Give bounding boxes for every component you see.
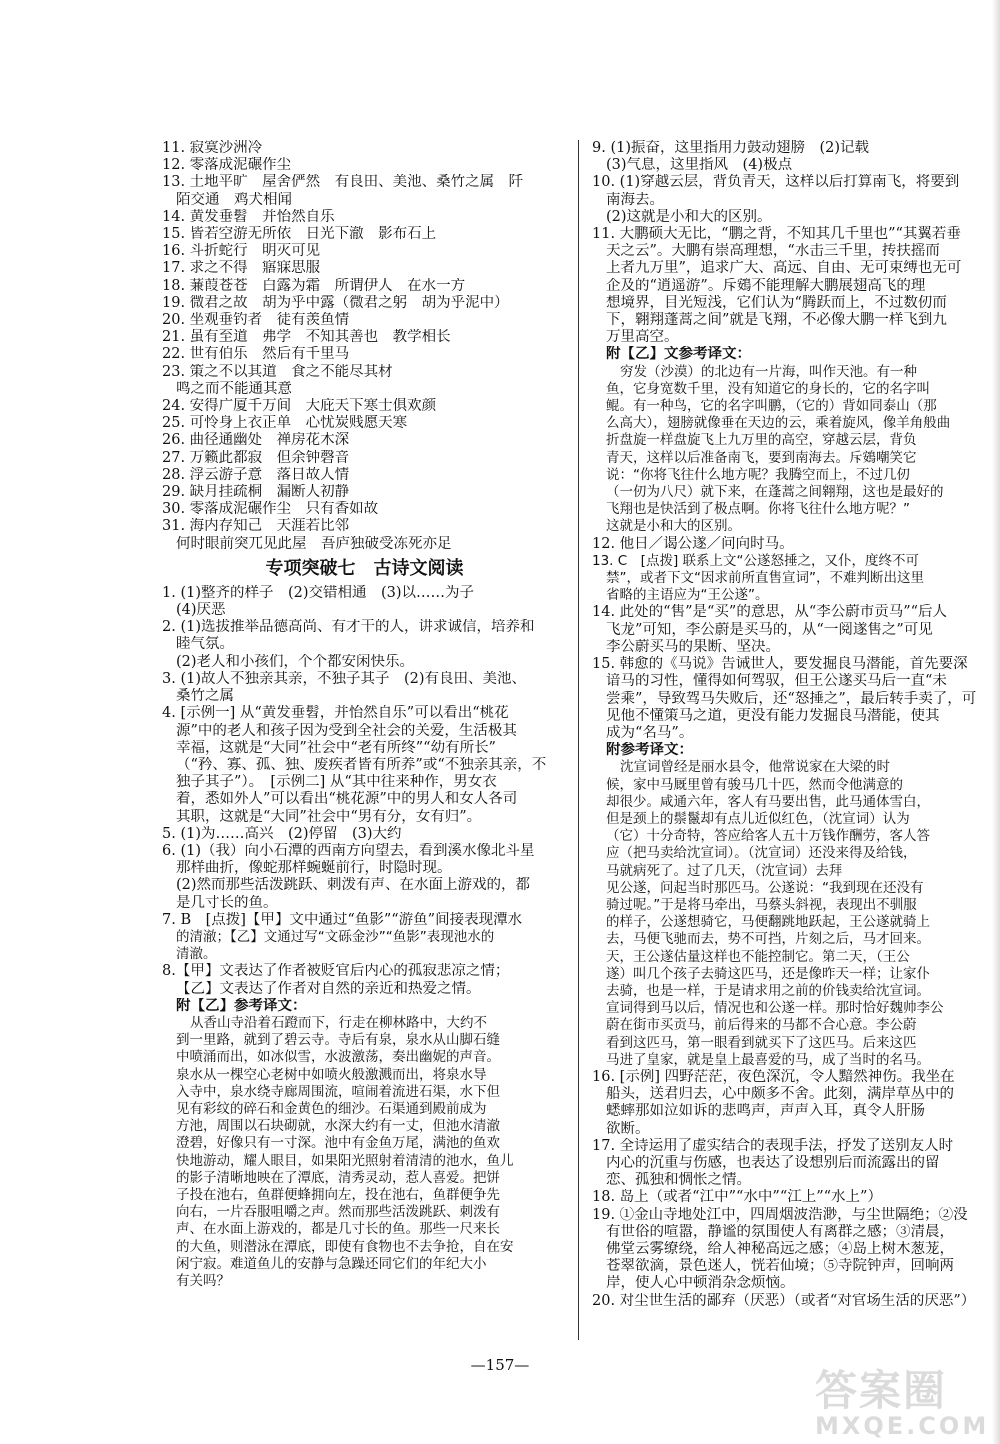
text-line: 飞翔也是快活到了极点啊。你将飞往什么地方呢？” [606, 501, 910, 518]
text-line: 天，王公遂估量这样也不能控制它。第二天，（王公 [606, 948, 910, 965]
left-answers-top [162, 140, 567, 553]
text-line: 马进了皇家，就是皇上最喜爱的马，成了当时的名马。 [606, 1051, 930, 1068]
text-line: 穷发（沙漠）的北边有一片海，叫作天池。有一种 [620, 363, 917, 380]
watermark-logo [815, 1358, 993, 1440]
text-line: 4. [示例一] 从“黄发垂髫，并怡然自乐”可以看出“桃花 [162, 705, 509, 722]
text-line: 23. 策之不以其道 食之不能尽其材 [162, 363, 393, 380]
text-line: 19. ①金山寺地处江中，四周烟波浩渺，与尘世隔绝；②没 [592, 1206, 968, 1223]
text-line: 11. 大鹏硕大无比，“鹏之背，不知其几千里也”“其翼若垂 [592, 226, 961, 243]
text-line: (2)这就是小和大的区别。 [606, 208, 772, 225]
text-line: 20. 坐观垂钓者 徒有羡鱼情 [162, 312, 350, 329]
text-line: 宣词得到马以后，情况也和公遂一样。那时恰好魏帅李公 [606, 1000, 944, 1017]
text-line: 沈宣词曾经是丽水县令，他常说家在大梁的时 [620, 759, 890, 776]
text-line: 飞龙”可知，李公蔚是买马的，从“一阅遂售之”可见 [606, 621, 933, 638]
text-line: 16. 斗折蛇行 明灭可见 [162, 243, 321, 260]
text-line: 欲断。 [606, 1120, 650, 1137]
text-line: 18. 岛上（或者“江中”“水中”“江上”“水上”） [592, 1189, 882, 1206]
text-line: 15. 皆若空游无所依 日光下澈 影布石上 [162, 226, 437, 243]
text-line: 何时眼前突兀见此屋 吾庐独破受冻死亦足 [176, 535, 452, 552]
text-line: 佛堂云雾缭绕，给人神秘高远之感；④岛上树木葱茏， [606, 1241, 954, 1257]
text-line: 却很少。咸通六年，客人有马要出售，此马通体雪白， [606, 793, 930, 810]
text-line: 从香山寺沿着石蹬而下，行走在柳林路中，大约不 [190, 1014, 487, 1031]
text-line: 27. 万籁此都寂 但余钟磬音 [162, 449, 350, 466]
text-line: 的清澈；【乙】文通过写“文砾金沙”“鱼影”表现池水的 [176, 928, 495, 945]
text-line: 25. 可怜身上衣正单 心忧炭贱愿天寒 [162, 415, 408, 432]
text-line: 看到这匹马，第一眼看到就买下了这匹马。后来这匹 [606, 1034, 917, 1051]
text-line: 说：“你将飞往什么地方呢？我腾空而上，不过几仞 [606, 466, 910, 483]
text-line: 14. 此处的“售”是“买”的意思，从“李公蔚市贡马”“后人 [592, 604, 948, 621]
text-line: 澄碧，好像只有一寸深。池中有金鱼万尾，满池的鱼欢 [176, 1135, 500, 1152]
text-line: (2)然而那些活泼跳跃、刺泼有声、在水面上游戏的，都 [176, 877, 531, 894]
text-line: 的样子，公遂想骑它，马便翻跳地跃起，王公遂就骑上 [606, 914, 930, 931]
text-line: 19. 微君之故 胡为乎中露（微君之躬 胡为乎泥中） [162, 294, 509, 311]
text-line: 1. (1)整齐的样子 (2)交错相通 (3)以……为子 [162, 584, 475, 601]
text-line: 那样曲折，像蛇那样蜿蜒前行，时隐时现。 [176, 860, 452, 877]
text-line: 18. 蒹葭苍苍 白露为霜 所谓伊人 在水一方 [162, 277, 466, 294]
text-line: 见有彩纹的碎石和金黄色的细沙。石渠通到殿前成为 [176, 1100, 487, 1117]
text-line: 禁”，或者下文“因求前所直售宣词”，不难判断出这里 [606, 570, 924, 587]
text-line: （它）十分奇特，答应给客人五十万钱作酬劳，客人答 [606, 828, 930, 845]
text-line: 3. (1)故人不独亲其亲，不独子其子 (2)有良田、美池、 [162, 670, 527, 687]
text-line: 么高大），翅膀就像垂在天边的云，乘着旋风，像羊角般曲 [606, 415, 951, 432]
text-line: 折盘旋一样盘旋飞上九万里的高空，穿越云层，背负 [606, 432, 917, 449]
text-line: 源”中的老人和孩子因为受到全社会的关爱，生活极其 [176, 722, 517, 739]
text-line: 的大鱼，则潜泳在潭底，即使有食物也不去争抢，自在安 [176, 1238, 514, 1255]
left-column [162, 140, 567, 1290]
text-line: 28. 浮云游子意 落日故人情 [162, 466, 350, 483]
text-line: 睦气氛。 [176, 636, 234, 653]
text-line: 桑竹之属 [176, 688, 234, 705]
text-line: 12. 他日／谒公遂／问向时马。 [592, 535, 794, 552]
text-line: 着，悉如外人”可以看出“桃花源”中的男人和女人各司 [176, 791, 518, 808]
text-line: 苍翠欲滴，景色迷人，恍若仙境；⑤寺院钟声，回响两 [606, 1258, 954, 1275]
right-column [592, 140, 992, 1310]
text-line: (2)老人和小孩们，个个都安闲快乐。 [176, 653, 415, 670]
text-line: 20. 对尘世生活的鄙弃（厌恶）（或者“对官场生活的厌恶”） [592, 1292, 976, 1309]
text-line: 成为“名马”。 [606, 724, 694, 741]
text-line: 有关吗？ [176, 1273, 230, 1289]
text-line: 9. (1)振奋，这里指用力鼓动翅膀 (2)记载 [592, 140, 870, 156]
text-line: 应（把马卖给沈宣词）。（沈宣词）还没来得及给钱， [606, 845, 917, 862]
right-answers [592, 140, 992, 1310]
text-line: 29. 缺月挂疏桐 漏断人初静 [162, 484, 350, 501]
text-line: 蟋蟀那如泣如诉的悲鸣声，声声入耳，真令人肝肠 [606, 1103, 925, 1120]
text-line: 14. 黄发垂髫 并怡然自乐 [162, 208, 335, 225]
text-line: 船头，送君归去，心中颇多不舍。此刻，满岸草丛中的 [606, 1086, 954, 1103]
text-line: 17. 求之不得 寤寐思服 [162, 260, 321, 277]
text-line: 上者九万里”，追求广大、高远、自由、无可束缚也无可 [606, 260, 962, 277]
text-line: 谙马的习性，懂得如何驾驭，但王公遂买马后一直“未 [606, 673, 947, 690]
text-line: 13. C [点拨] 联系上文“公遂怒捶之，又仆，度终不可 [592, 552, 920, 569]
text-line: 去骑，也是一样，于是请求用之前的价钱卖给沈宣词。 [606, 982, 930, 999]
text-line: 闲宁寂。难道鱼儿的安静与急躁还同它们的年纪大小 [176, 1255, 487, 1272]
text-line: 15. 韩愈的《马说》告诫世人，要发掘良马潜能，首先要深 [592, 656, 968, 673]
text-line: 泉水从一棵空心老树中如喷火般激溅而出，将泉水导 [176, 1066, 487, 1083]
text-line: 恋、孤独和惆怅之情。 [606, 1172, 751, 1189]
text-line: 南海去。 [606, 191, 664, 208]
text-line: 企及的“逍遥游”。斥鴳不能理解大鹏展翅高飞的理 [606, 277, 926, 294]
text-line: 省略的主语应为“王公遂”。 [606, 587, 769, 604]
text-line: 10. (1)穿越云层，背负青天，这样以后打算南飞，将要到 [592, 174, 960, 191]
text-line: 岸，使人心中顿消杂念烦恼。 [606, 1275, 795, 1292]
text-line: 鱼，它身宽数千里，没有知道它的身长的，它的名字叫 [606, 380, 930, 397]
text-line: 是几寸长的鱼。 [176, 894, 278, 911]
text-line: 青天，这样以后准备南飞，要到南海去。斥鴳嘲笑它 [606, 449, 917, 466]
text-line: 8.【甲】文表达了作者被贬官后内心的孤寂悲凉之情； [162, 963, 510, 980]
text-line: 向右，一片吞服咀嚼之声。然而那些活泼跳跃、刺泼有 [176, 1204, 500, 1221]
text-line: 有世俗的喧嚣，静谧的氛围使人有离群之感；③清晨， [606, 1223, 954, 1240]
text-line: 的影子清晰地映在了潭底，清秀灵动，惹人喜爱。把饼 [176, 1169, 500, 1186]
text-line: （一仞为八尺）就下来，在蓬蒿之间翱翔，这也是最好的 [606, 484, 944, 501]
text-line: 子投在池右，鱼群便蜂拥向左，投在池右，鱼群便争先 [176, 1186, 500, 1203]
text-line: 5. (1)为……高兴 (2)停留 (3)大约 [162, 825, 402, 842]
watermark-url: MXQE.COM [815, 1412, 990, 1440]
text-line: 陌交通 鸡犬相闻 [176, 191, 292, 208]
text-line: 独子其子”）。 [示例二] 从“其中往来种作，男女衣 [176, 774, 497, 791]
text-line: 7. B [点拨]【甲】文中通过“鱼影”“游鱼”间接表现潭水 [162, 911, 523, 928]
text-line: 内心的沉重与伤感，也表达了设想别后而流露出的留 [606, 1154, 940, 1171]
text-line: 幸福，这就是“大同”社会中“老有所终”“幼有所长” [176, 739, 496, 756]
text-line: 这就是小和大的区别。 [606, 518, 741, 535]
text-line: 其职，这就是“大同”社会中“男有分，女有归”。 [176, 808, 482, 825]
left-answers-bottom [162, 585, 567, 1290]
text-line: 30. 零落成泥碾作尘 只有香如故 [162, 501, 379, 518]
text-line: 声、在水面上游戏的，都是几寸长的鱼。那些一尺来长 [176, 1221, 500, 1238]
text-line: 快地游动，耀人眼目，如果阳光照射着清清的池水，鱼儿 [176, 1152, 514, 1169]
text-line: 但是颈上的鬃鬣却有点儿近似红色，（沈宣词）认为 [606, 810, 910, 827]
text-line: 候，家中马厩里曾有骏马几十匹，然而令他满意的 [606, 776, 903, 793]
text-line: 16. [示例] 四野茫茫，夜色深沉，令人黯然神伤。我坐在 [592, 1068, 955, 1085]
text-line: 方池，周围以石块砌就，水深大约有一丈，但池水清澈 [176, 1118, 500, 1135]
text-line: 马就病死了。过了几天，（沈宣词）去拜 [606, 862, 843, 879]
text-line: 想境界，目光短浅，它们认为“腾跃而上，不过数仞而 [606, 294, 947, 311]
text-line: 24. 安得广厦千万间 大庇天下寒士俱欢颜 [162, 398, 437, 415]
text-line: 附参考译文： [606, 742, 693, 759]
page-edge-shadow [992, 0, 1000, 1444]
text-line: 13. 土地平旷 屋舍俨然 有良田、美池、桑竹之属 阡 [162, 174, 524, 191]
text-line: 遂）叫几个孩子去骑这匹马，还是像昨天一样；让家仆 [606, 965, 930, 982]
text-line: 下，翱翔蓬蒿之间”就是飞翔，不必像大鹏一样飞到九 [606, 312, 947, 329]
text-line: 鲲。有一种鸟，它的名字叫鹏，（它的）背如同泰山（那 [606, 398, 937, 415]
section-heading: 专项突破七 古诗文阅读 [265, 557, 464, 579]
text-line: 蔚在街市买贡马，前后得来的马都不合心意。李公蔚 [606, 1017, 917, 1034]
text-line: 鸣之而不能通其意 [176, 380, 292, 397]
text-line: （“矜、寡、孤、独、废疾者皆有所养”或“不独亲其亲，不 [176, 756, 547, 773]
page-number: —157— [470, 1356, 530, 1374]
text-line: 中喷涌而出，如冰似雪，水波激荡，奏出幽妮的声音。 [176, 1049, 500, 1066]
text-line: 31. 海内存知己 天涯若比邻 [162, 518, 350, 535]
text-line: 【乙】文表达了作者对自然的亲近和热爱之情。 [176, 980, 481, 997]
text-line: 2. (1)选拔推举品德高尚、有才干的人，讲求诚信，培养和 [162, 619, 535, 636]
text-line: 见公遂，问起当时那匹马。公遂说：“我到现在还没有 [606, 879, 924, 896]
text-line: 17. 全诗运用了虚实结合的表现手法，抒发了送别友人时 [592, 1137, 954, 1154]
text-line: 去，马便飞驰而去，势不可挡，片刻之后，马才回来。 [606, 931, 930, 948]
text-line: 天之云”。大鹏有崇高理想，“水击三千里，抟扶摇而 [606, 243, 940, 260]
text-line: 到一里路，就到了碧云寺。寺后有泉，泉水从山脚石缝 [176, 1032, 500, 1049]
text-line: 26. 曲径通幽处 禅房花木深 [162, 432, 350, 449]
column-divider [578, 140, 579, 1340]
text-line: 附【乙】文参考译文： [606, 346, 751, 363]
watermark-title: 答案圈 [815, 1366, 948, 1415]
text-line: 11. 寂寞沙洲冷 [162, 140, 263, 156]
text-line: 入寺中，泉水绕寺廊周围流，喧闹着流进石渠，水下但 [176, 1083, 500, 1100]
text-line: 骑过呢。”于是将马牵出，马蔡头斜视，表现出不驯服 [606, 896, 917, 913]
text-line: 6. (1)（我）向小石潭的西南方向望去，看到溪水像北斗星 [162, 842, 535, 859]
text-line: 12. 零落成泥碾作尘 [162, 157, 292, 174]
text-line: 22. 世有伯乐 然后有千里马 [162, 346, 350, 363]
text-line: 清澈。 [176, 946, 217, 963]
text-line: 李公蔚买马的果断、坚决。 [606, 638, 780, 655]
text-line: 附【乙】参考译文： [176, 997, 307, 1014]
text-line: 21. 虽有至道 弗学 不知其善也 教学相长 [162, 329, 451, 346]
text-line: (3)气息，这里指风 (4)极点 [606, 157, 793, 174]
text-line: 见他不懂策马之道，更没有能力发掘良马潜能，使其 [606, 707, 940, 724]
text-line: (4)厌恶 [176, 602, 226, 619]
text-line: 尝乘”，导致驾马失败后，还“怒捶之”，最后转手卖了，可 [606, 690, 977, 707]
text-line: 万里高空。 [606, 329, 679, 346]
